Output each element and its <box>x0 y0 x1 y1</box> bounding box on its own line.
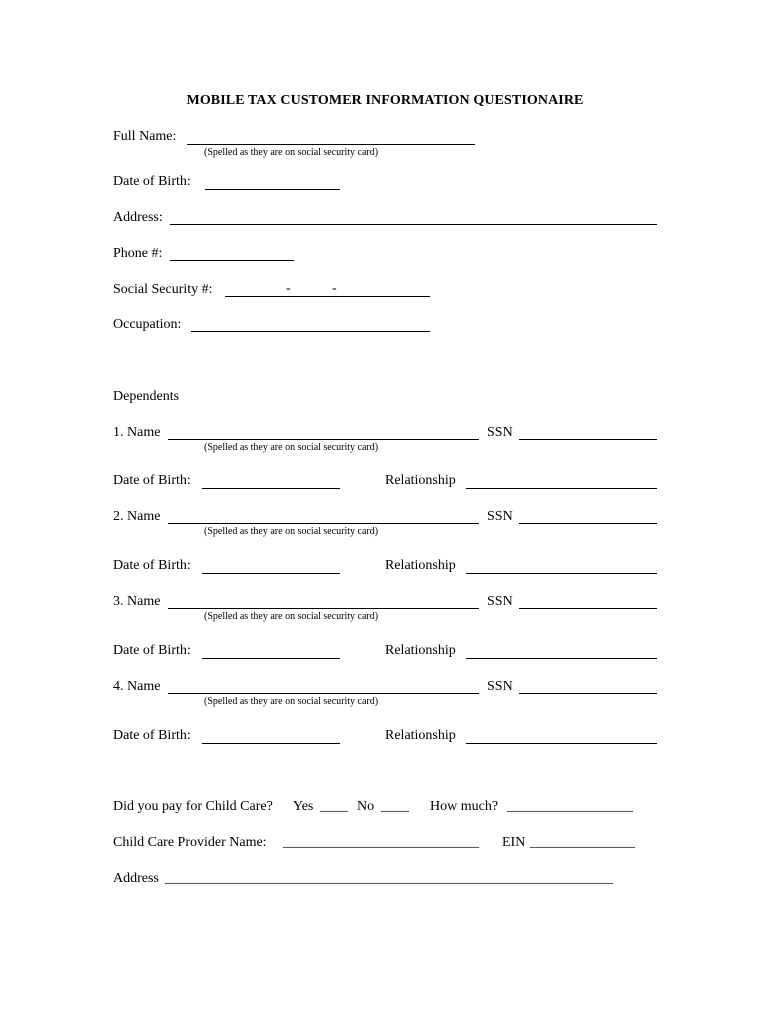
childcare-question: Did you pay for Child Care? <box>113 799 273 814</box>
childcare-how-much-label: How much? <box>430 799 499 814</box>
dependent-1-ssn-input[interactable] <box>519 439 657 440</box>
dependent-4-ssn-label: SSN <box>487 679 513 694</box>
dependent-4-relationship-input[interactable] <box>466 743 657 744</box>
full-name-note: (Spelled as they are on social security card) <box>204 147 379 158</box>
dependent-3-name-label: 3. Name <box>113 594 161 609</box>
dependents-heading: Dependents <box>113 389 180 404</box>
dependent-1-name-input[interactable] <box>168 439 479 440</box>
form-title: MOBILE TAX CUSTOMER INFORMATION QUESTIONAIRE <box>186 93 584 108</box>
dependent-2-dob-label: Date of Birth: <box>113 558 191 573</box>
dob-input[interactable] <box>205 189 340 190</box>
full-name-label: Full Name: <box>113 129 177 144</box>
dependent-4-relationship-label: Relationship <box>385 728 456 743</box>
dependent-3-ssn-input[interactable] <box>519 608 657 609</box>
dependent-4-ssn-input[interactable] <box>519 693 657 694</box>
dependent-3-dob-label: Date of Birth: <box>113 643 191 658</box>
dependent-1-dob-label: Date of Birth: <box>113 473 191 488</box>
ein-blank[interactable]: _______________ <box>530 835 635 850</box>
childcare-no-label: No <box>357 799 375 814</box>
phone-input[interactable] <box>170 260 294 261</box>
occupation-input[interactable] <box>191 331 430 332</box>
dependent-4-name-label: 4. Name <box>113 679 161 694</box>
dependent-3-relationship-input[interactable] <box>466 658 657 659</box>
dependent-3-ssn-label: SSN <box>487 594 513 609</box>
dob-label: Date of Birth: <box>113 174 191 189</box>
dependent-1-dob-input[interactable] <box>202 488 340 489</box>
childcare-yes-label: Yes <box>293 799 314 814</box>
ssn-dash-1: - <box>286 281 291 296</box>
dependent-4-note: (Spelled as they are on social security card) <box>204 696 379 707</box>
dependent-3-name-input[interactable] <box>168 608 479 609</box>
address-input[interactable] <box>170 224 657 225</box>
provider-address-blank[interactable]: ________________________________________________________________ <box>165 871 613 886</box>
occupation-label: Occupation: <box>113 317 182 332</box>
dependent-3-note: (Spelled as they are on social security card) <box>204 611 379 622</box>
dependent-4-dob-label: Date of Birth: <box>113 728 191 743</box>
dependent-1-note: (Spelled as they are on social security card) <box>204 442 379 453</box>
dependent-2-name-input[interactable] <box>168 523 479 524</box>
childcare-how-much-blank[interactable]: __________________ <box>507 799 633 814</box>
dependent-3-relationship-label: Relationship <box>385 643 456 658</box>
provider-address-label: Address <box>113 871 159 886</box>
address-label: Address: <box>113 210 163 225</box>
ssn-label: Social Security #: <box>113 282 213 297</box>
childcare-yes-blank[interactable]: ____ <box>320 799 348 814</box>
dependent-2-relationship-label: Relationship <box>385 558 456 573</box>
dependent-1-relationship-label: Relationship <box>385 473 456 488</box>
dependent-2-note: (Spelled as they are on social security card) <box>204 526 379 537</box>
ein-label: EIN <box>502 835 526 850</box>
childcare-no-blank[interactable]: ____ <box>381 799 409 814</box>
dependent-4-name-input[interactable] <box>168 693 479 694</box>
dependent-1-name-label: 1. Name <box>113 425 161 440</box>
provider-name-blank[interactable]: ____________________________ <box>283 835 479 850</box>
phone-label: Phone #: <box>113 246 163 261</box>
ssn-input[interactable] <box>225 296 430 297</box>
dependent-2-ssn-label: SSN <box>487 509 513 524</box>
dependent-2-dob-input[interactable] <box>202 573 340 574</box>
ssn-dash-2: - <box>332 281 337 296</box>
dependent-2-name-label: 2. Name <box>113 509 161 524</box>
dependent-1-relationship-input[interactable] <box>466 488 657 489</box>
dependent-4-dob-input[interactable] <box>202 743 340 744</box>
dependent-2-ssn-input[interactable] <box>519 523 657 524</box>
provider-name-label: Child Care Provider Name: <box>113 835 267 850</box>
full-name-input[interactable] <box>187 144 475 145</box>
dependent-1-ssn-label: SSN <box>487 425 513 440</box>
dependent-3-dob-input[interactable] <box>202 658 340 659</box>
dependent-2-relationship-input[interactable] <box>466 573 657 574</box>
